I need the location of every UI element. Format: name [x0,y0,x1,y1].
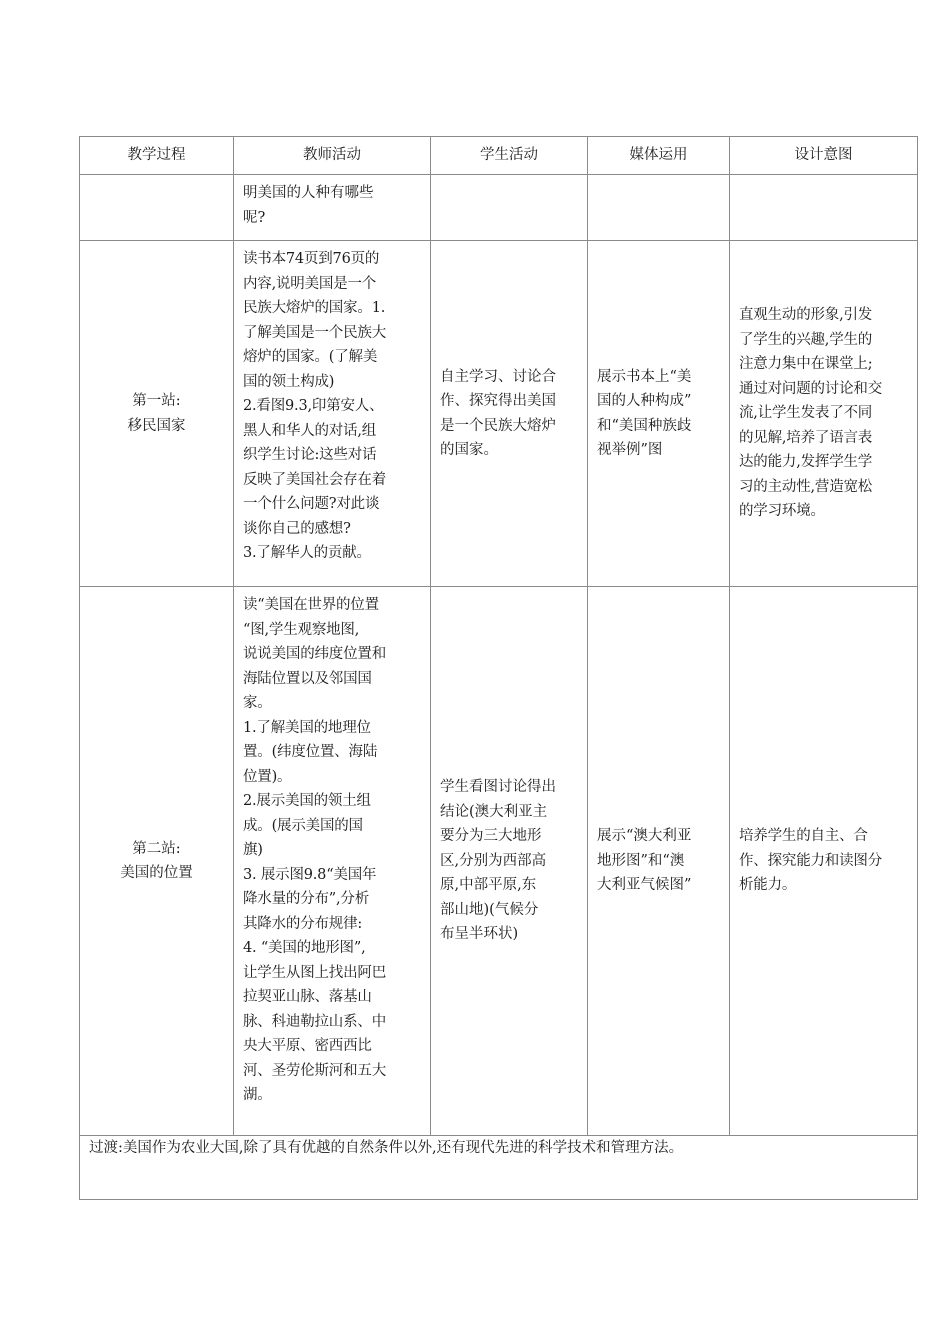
teacher-activity-cell: 读“美国在世界的位置 “图,学生观察地图, 说说美国的纬度位置和 海陆位置以及邻国国 家。 1.了解美国的地理位 置。(纬度位置、海陆 位置)。 2.展示美国的领土组 成。(展示美国的国 旗) 3. 展示图9.8“美国年 降水量的分布”,分析 其降水的分布规律: 4. “美国的地形图”, 让学生从图上找出阿巴 拉契亚山脉、落基山 脉、科迪勒拉山系、中 央大平原、密西西比 河、圣劳伦斯河和五大 湖。 [234,587,431,1136]
table-row [80,587,918,1136]
lesson-plan-table [79,136,918,1200]
process-cell: 第一站: 移民国家 [80,241,234,587]
teacher-activity-cell: 明美国的人种有哪些 呢? [234,175,431,241]
student-activity-cell: 自主学习、讨论合 作、探究得出美国 是一个民族大熔炉 的国家。 [431,241,588,587]
student-activity-cell: 学生看图讨论得出 结论(澳大利亚主 要分为三大地形 区,分别为西部高 原,中部平原,东 部山地)(气候分 布呈半环状) [431,587,588,1136]
header-media-use: 媒体运用 [588,137,730,175]
header-teacher-activity: 教师活动 [234,137,431,175]
media-use-cell: 展示“澳大利亚 地形图”和“澳 大利亚气候图” [588,587,730,1136]
transition-row [80,1136,918,1200]
header-design-intent: 设计意图 [730,137,918,175]
table-row [80,175,918,241]
process-cell: 第二站: 美国的位置 [80,587,234,1136]
header-row [80,137,918,175]
header-process: 教学过程 [80,137,234,175]
student-activity-cell [431,175,588,241]
design-intent-cell: 直观生动的形象,引发 了学生的兴趣,学生的 注意力集中在课堂上; 通过对问题的讨论和交 流,让学生发表了不同 的见解,培养了语言表 达的能力,发挥学生学 习的主动性,营造宽松 的学习环境。 [730,241,918,587]
process-cell [80,175,234,241]
media-use-cell: 展示书本上“美 国的人种构成” 和“美国种族歧 视举例”图 [588,241,730,587]
media-use-cell [588,175,730,241]
table-row [80,241,918,587]
transition-text: 过渡:美国作为农业大国,除了具有优越的自然条件以外,还有现代先进的科学技术和管理方法。 [80,1136,918,1200]
teacher-activity-cell: 读书本74页到76页的 内容,说明美国是一个 民族大熔炉的国家。1. 了解美国是一个民族大 熔炉的国家。(了解美 国的领土构成) 2.看图9.3,印第安人、 黑人和华人的对话,组 织学生讨论:这些对话 反映了美国社会存在着 一个什么问题?对此谈 谈你自己的感想? 3.了解华人的贡献。 [234,241,431,587]
header-student-activity: 学生活动 [431,137,588,175]
design-intent-cell [730,175,918,241]
design-intent-cell: 培养学生的自主、合 作、探究能力和读图分 析能力。 [730,587,918,1136]
